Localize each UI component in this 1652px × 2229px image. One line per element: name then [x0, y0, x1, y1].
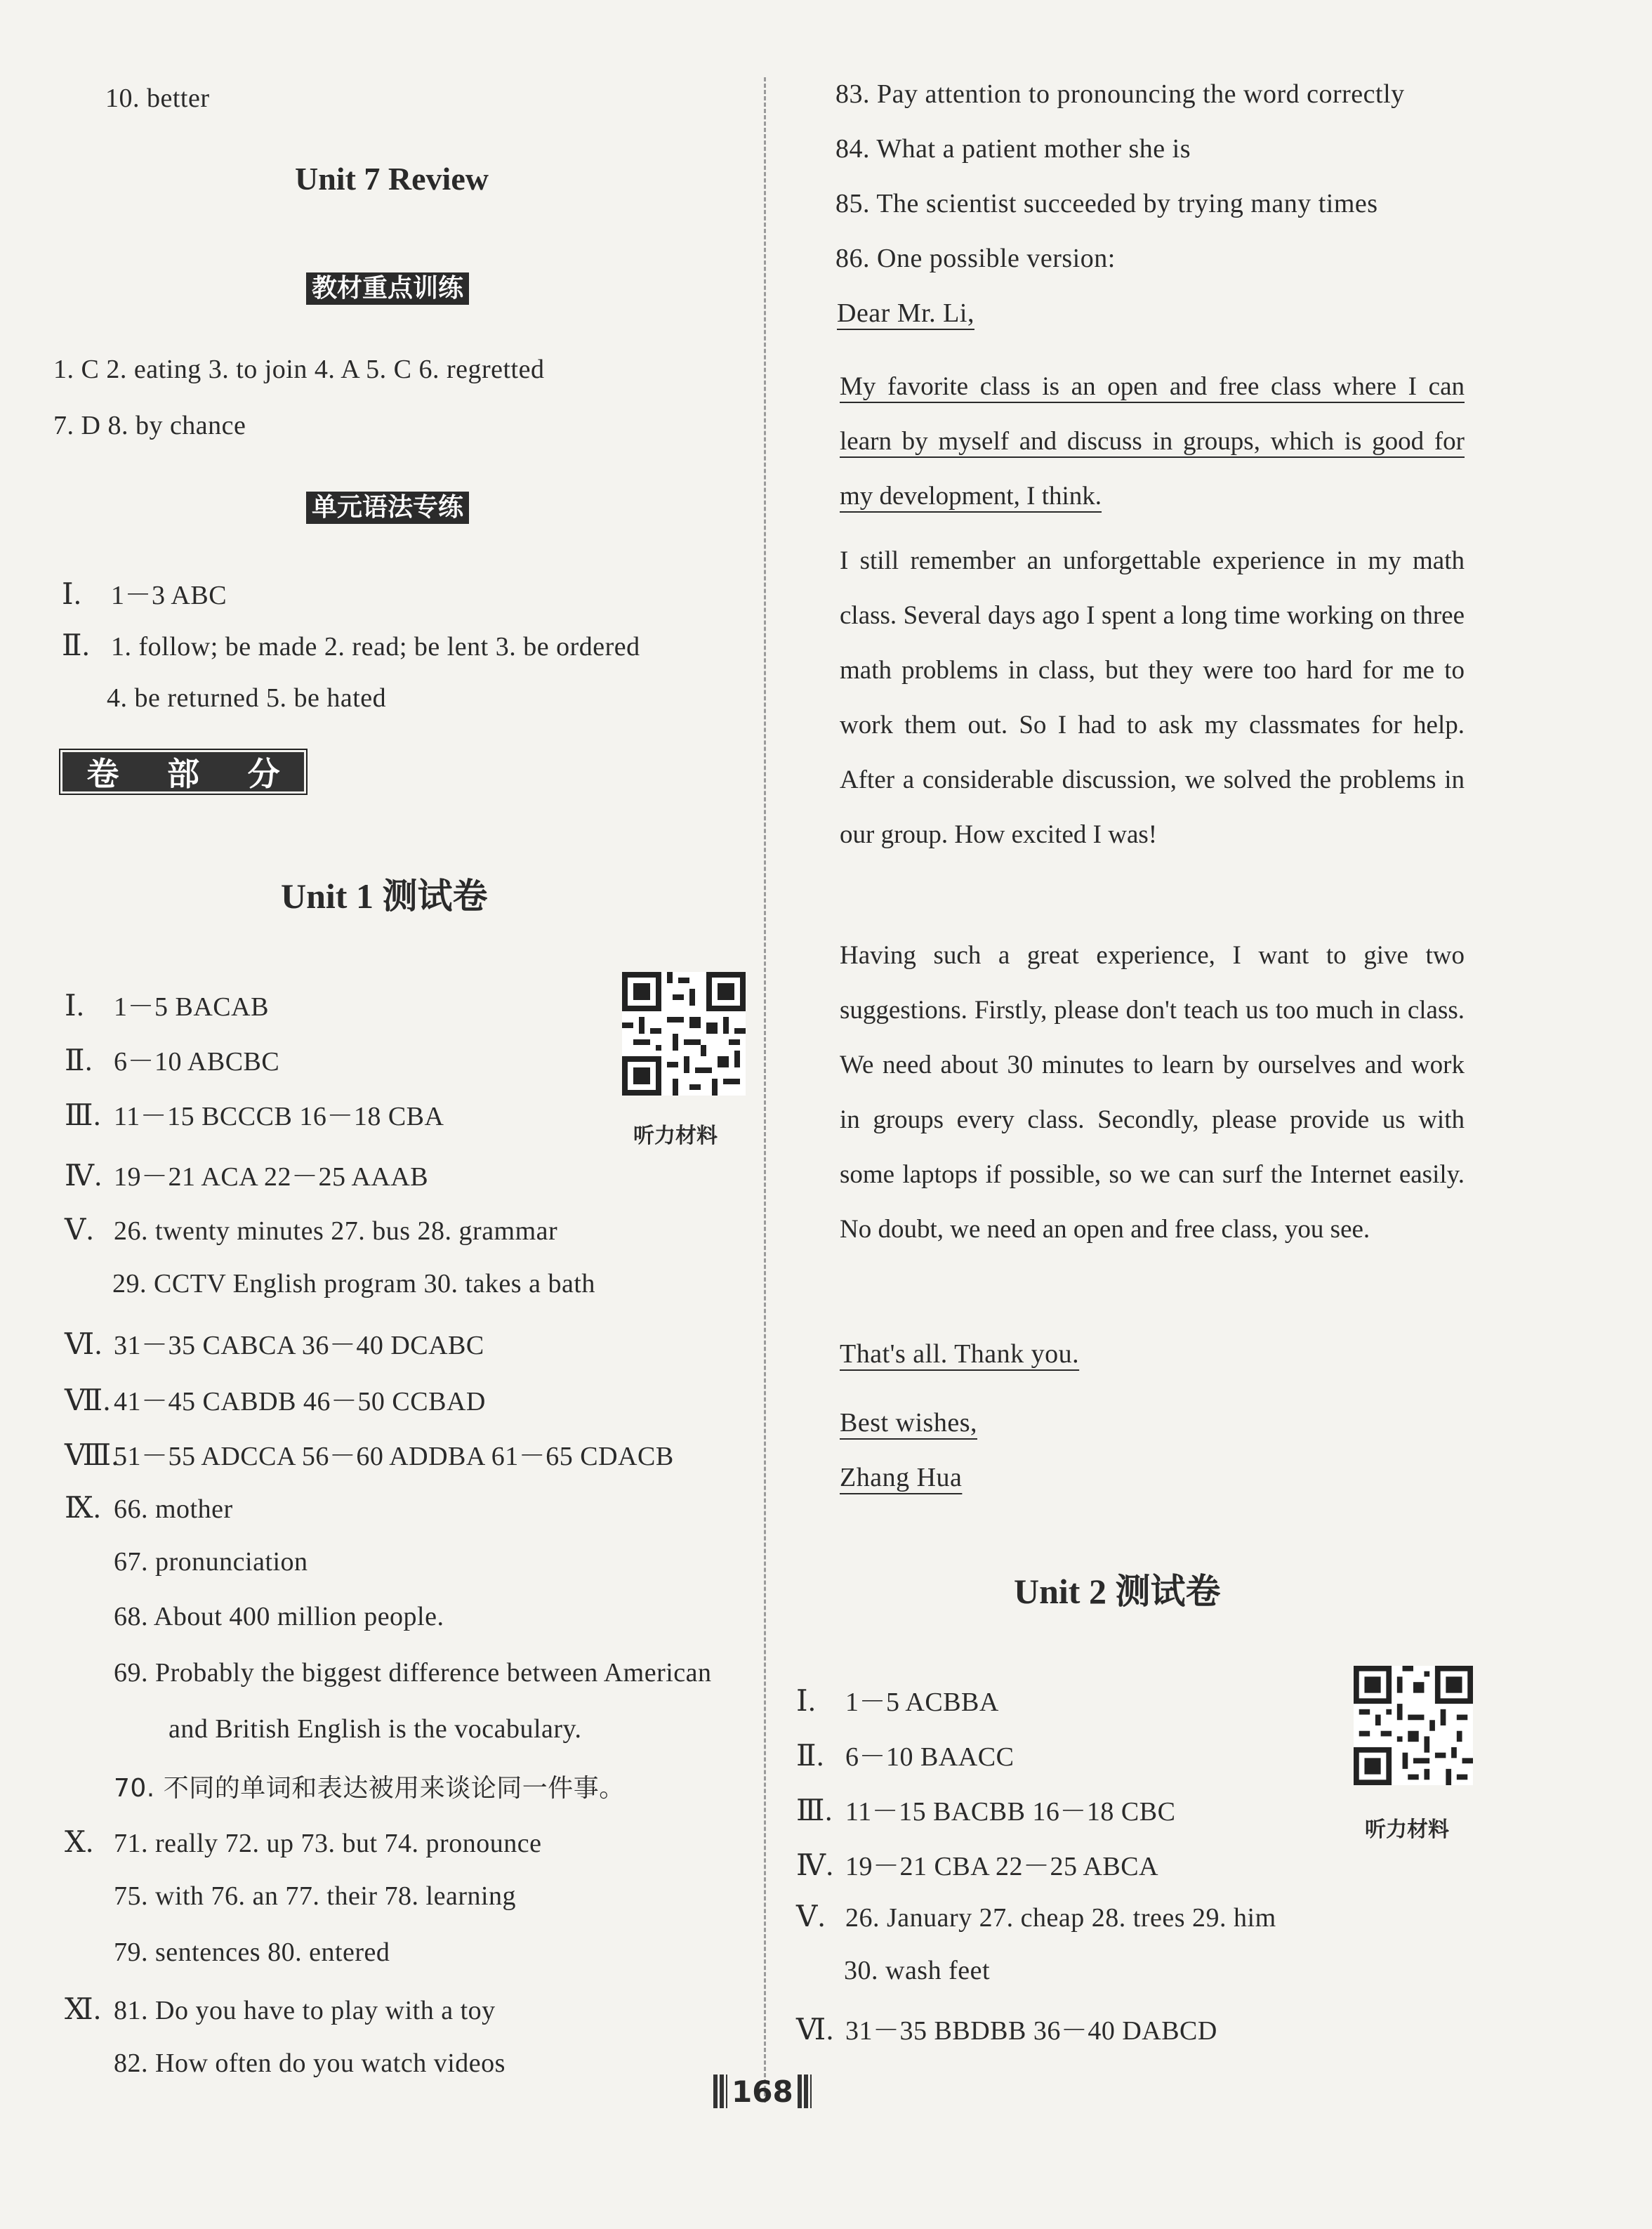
answer-line	[796, 2008, 1217, 2047]
answer-line: 30. wash feet	[844, 1956, 991, 1985]
answer-line	[62, 628, 640, 663]
roman-numeral: Ⅴ.	[65, 1214, 94, 1247]
unit2-title: Unit 2 测试卷	[1014, 1572, 1221, 1611]
roman-numeral: Ⅵ.	[796, 2014, 834, 2046]
answer-line	[65, 1379, 486, 1418]
answer-line: 85. The scientist succeeded by trying many times	[835, 189, 1378, 218]
answer-line	[65, 1323, 484, 1362]
qr-label: 听力材料	[633, 1124, 718, 1148]
page-number-text: 168	[732, 2074, 793, 2109]
roman-numeral: Ⅰ.	[62, 579, 82, 611]
answer-text: 11－15 BACBB 16－18 CBC	[845, 1797, 1176, 1827]
unit7-title: Unit 7 Review	[295, 161, 489, 197]
roman-numeral: Ⅹ.	[65, 1827, 94, 1859]
answer-line: 69. Probably the biggest difference between American	[114, 1658, 712, 1688]
answer-text: 31－35 CABCA 36－40 DCABC	[114, 1331, 484, 1360]
section-bar-title: 教材重点训练	[306, 272, 469, 305]
answer-line	[796, 1735, 1014, 1773]
letter-paragraph: Having such a great experience, I want to give two suggestions. Firstly, please don't teach us too much in class. We need about 30 minutes to learn by ourselves and work in groups every class. Secondly, please provide us with some laptops if possible, so we can surf the Internet easily. No doubt, we need an open and free class, you see.	[840, 941, 1465, 1244]
answer-text: 6－10 ABCBC	[114, 1047, 280, 1077]
answer-line	[62, 573, 227, 612]
answer-line: 10. better	[105, 84, 210, 113]
answer-line: and British English is the vocabulary.	[168, 1714, 582, 1744]
answer-line	[65, 1155, 428, 1193]
letter-paragraph: I still remember an unforgettable experience in my math class. Several days ago I spent a long time working on three math problems in class, but they were too hard for me to work them out. So I had to ask my classmates for help. After a considerable discussion, we solved the problems in our group. How excited I was!	[840, 546, 1465, 849]
letter-paragraph: My favorite class is an open and free class where I can learn by myself and discuss in groups, which is good for my development, I think.	[840, 372, 1465, 511]
answer-text: 81. Do you have to play with a toy	[114, 1996, 496, 2025]
answer-line	[65, 1824, 541, 1860]
qr-label: 听力材料	[1365, 1817, 1449, 1842]
roman-numeral: Ⅺ.	[65, 1994, 102, 2026]
answer-line	[796, 1844, 1158, 1883]
letter-signature: Zhang Hua	[840, 1463, 963, 1492]
answer-line: 4. be returned 5. be hated	[107, 683, 387, 713]
answer-text: 31－35 BBDBB 36－40 DABCD	[845, 2016, 1217, 2046]
answer-text: 41－45 CABDB 46－50 CCBAD	[114, 1387, 486, 1416]
letter-greeting: Dear Mr. Li,	[837, 298, 974, 328]
roman-numeral: Ⅱ.	[65, 1045, 93, 1077]
banner-char: 卷	[86, 755, 119, 793]
answer-text: 6－10 BAACC	[845, 1742, 1015, 1772]
roman-numeral: Ⅶ.	[65, 1385, 111, 1417]
roman-numeral: Ⅰ.	[796, 1685, 817, 1718]
roman-numeral: Ⅱ.	[62, 630, 91, 662]
answer-line	[796, 1899, 1276, 1934]
qr-code-icon[interactable]	[622, 972, 746, 1096]
roman-numeral: Ⅱ.	[796, 1740, 825, 1773]
answer-line: 1. C 2. eating 3. to join 4. A 5. C 6. regretted	[53, 355, 545, 384]
answer-line: 70. 不同的单词和表达被用来谈论同一件事。	[114, 1774, 625, 1803]
roman-numeral: Ⅲ.	[796, 1795, 833, 1827]
answer-text: 26. January 27. cheap 28. trees 29. him	[845, 1903, 1276, 1933]
section-banner	[59, 749, 308, 795]
letter-closing: Best wishes,	[840, 1408, 977, 1438]
column-divider	[764, 77, 766, 2103]
answer-text: 1－3 ABC	[111, 581, 227, 610]
answer-line	[65, 1039, 279, 1078]
answer-line	[65, 1212, 557, 1247]
answer-text: 19－21 CBA 22－25 ABCA	[845, 1852, 1159, 1881]
answer-text: 71. really 72. up 73. but 74. pronounce	[114, 1829, 542, 1858]
answer-line	[65, 1434, 674, 1473]
answer-line: 86. One possible version:	[835, 244, 1116, 273]
answer-line: 67. pronunciation	[114, 1547, 308, 1577]
answer-line	[65, 985, 269, 1023]
answer-line: 82. How often do you watch videos	[114, 2049, 505, 2078]
answer-text: 1－5 BACAB	[114, 992, 269, 1022]
section-bar-title: 单元语法专练	[306, 492, 469, 524]
answer-line	[65, 1992, 496, 2027]
answer-line	[796, 1789, 1175, 1828]
answer-line	[65, 1094, 444, 1133]
answer-line: 79. sentences 80. entered	[114, 1938, 390, 1967]
roman-numeral: Ⅷ.	[65, 1440, 119, 1472]
answer-text: 1－5 ACBBA	[845, 1688, 999, 1717]
roman-numeral: Ⅸ.	[65, 1492, 102, 1525]
roman-numeral: Ⅰ.	[65, 990, 85, 1023]
answer-text: 51－55 ADCCA 56－60 ADDBA 61－65 CDACB	[114, 1442, 674, 1471]
qr-code-icon[interactable]	[1354, 1666, 1473, 1785]
answer-line	[65, 1490, 233, 1525]
answer-text: 26. twenty minutes 27. bus 28. grammar	[114, 1216, 558, 1246]
letter-closing: That's all. Thank you.	[840, 1339, 1080, 1369]
answer-line: 84. What a patient mother she is	[835, 134, 1191, 164]
unit1-title: Unit 1 测试卷	[281, 876, 488, 916]
roman-numeral: Ⅴ.	[796, 1901, 826, 1933]
answer-text: 19－21 ACA 22－25 AAAB	[114, 1162, 429, 1192]
answer-text: 1. follow; be made 2. read; be lent 3. be ordered	[111, 632, 640, 662]
roman-numeral: Ⅳ.	[65, 1160, 103, 1192]
page-number	[709, 2072, 816, 2111]
answer-line: 83. Pay attention to pronouncing the word correctly	[835, 79, 1405, 109]
answer-line: 29. CCTV English program 30. takes a bath	[112, 1269, 595, 1298]
banner-char: 分	[247, 755, 280, 793]
page-bar-decoration	[713, 2075, 727, 2108]
answer-line	[796, 1680, 999, 1718]
answer-line: 68. About 400 million people.	[114, 1602, 444, 1631]
page-bar-decoration	[798, 2075, 812, 2108]
answer-text: 11－15 BCCCB 16－18 CBA	[114, 1102, 444, 1131]
banner-char: 部	[166, 755, 199, 793]
answer-line: 7. D 8. by chance	[53, 411, 246, 440]
roman-numeral: Ⅵ.	[65, 1329, 103, 1361]
roman-numeral: Ⅳ.	[796, 1850, 834, 1882]
answer-text: 66. mother	[114, 1494, 233, 1524]
roman-numeral: Ⅲ.	[65, 1100, 102, 1132]
answer-line: 75. with 76. an 77. their 78. learning	[114, 1881, 517, 1911]
